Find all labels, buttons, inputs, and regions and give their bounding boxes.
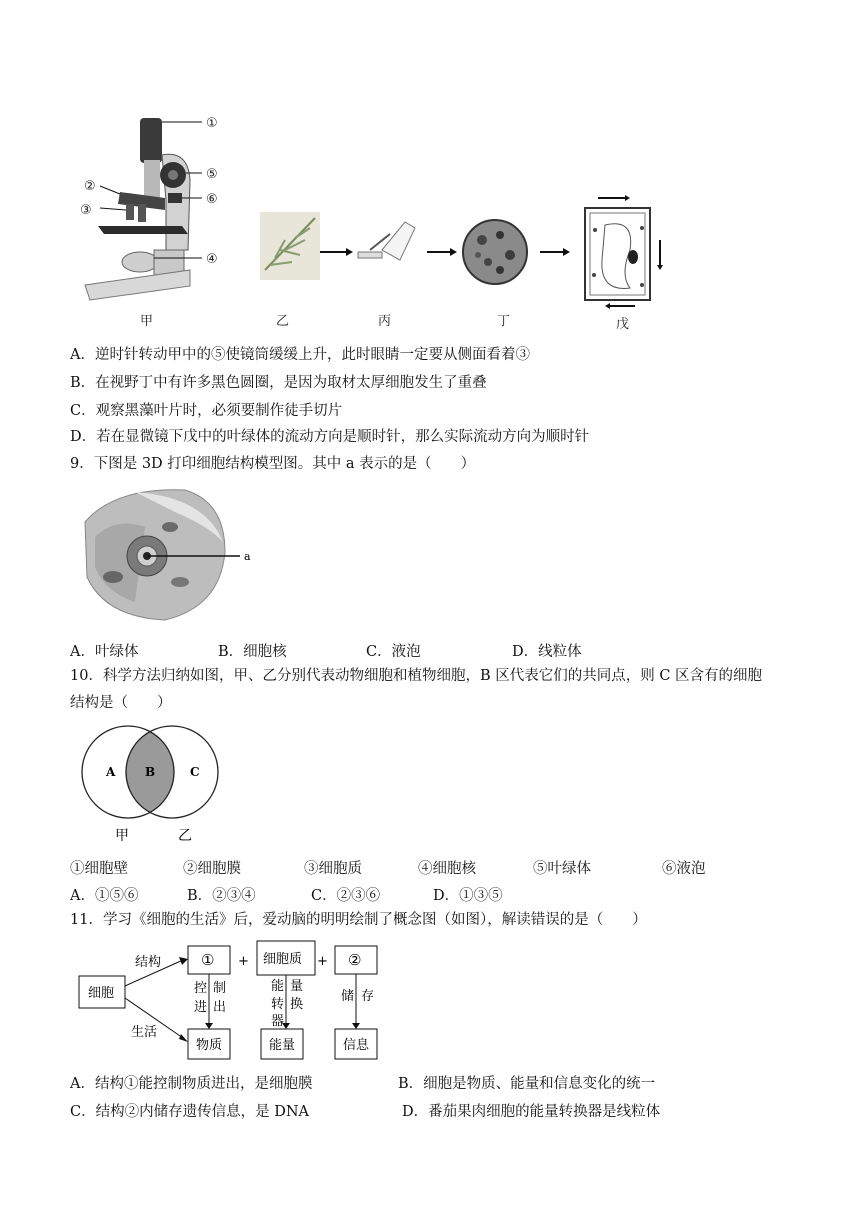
store-char-2: 存 [361, 989, 375, 1004]
q9-option-a: A．叶绿体 [70, 644, 139, 660]
part-label-6: ⑥ [206, 192, 218, 207]
store-char-1: 储 [341, 989, 355, 1004]
part-label-3: ③ [80, 203, 92, 218]
energy-char-4: 换 [290, 997, 304, 1012]
pointer-label-a: a [244, 550, 251, 563]
venn-diagram [75, 724, 235, 846]
plus-sign-1: + [238, 954, 249, 969]
control-char-2: 进 [194, 1000, 208, 1015]
q8-option-a: A．逆时针转动甲中的⑤使镜筒缓缓上升，此时眼睛一定要从侧面看着③ [70, 347, 530, 363]
q10-option-d: D．①③⑤ [433, 888, 503, 904]
q11-concept-map [75, 938, 405, 1066]
energy-char-2: 量 [290, 979, 304, 994]
part-label-5: ⑤ [206, 167, 218, 182]
q8-option-c: C．观察黑藻叶片时，必须要制作徒手切片 [70, 403, 343, 419]
structure1-label: ① [201, 951, 215, 969]
plus-sign-2: + [317, 954, 328, 969]
venn-label-yi: 乙 [178, 828, 192, 844]
q8-figure [70, 100, 670, 335]
q10-stem-line2: 结构是（ ） [70, 695, 172, 711]
energy-label: 能量 [269, 1038, 296, 1053]
q9-stem: 9．下图是 3D 打印细胞结构模型图。其中 a 表示的是（ ） [70, 456, 476, 472]
q10-item-5: ⑤叶绿体 [533, 861, 591, 877]
cytoplasm-label: 细胞质 [263, 952, 303, 967]
energy-char-3: 转 [271, 997, 285, 1012]
q10-item-3: ③细胞质 [304, 861, 362, 877]
q9-option-d: D．线粒体 [512, 644, 582, 660]
q11-option-b: B．细胞是物质、能量和信息变化的统一 [398, 1076, 656, 1092]
control-char-3: 制 [213, 981, 227, 996]
q8-option-d: D．若在显微镜下戊中的叶绿体的流动方向是顺时针，那么实际流动方向为顺时针 [70, 429, 590, 445]
energy-char-5: 器 [271, 1014, 285, 1029]
figure-label-ding: 丁 [497, 314, 511, 329]
q11-option-d: D．番茄果肉细胞的能量转换器是线粒体 [402, 1104, 661, 1120]
part-label-1: ① [206, 116, 218, 131]
q10-item-4: ④细胞核 [418, 861, 476, 877]
part-label-4: ④ [206, 252, 218, 267]
control-char-4: 出 [213, 1000, 227, 1015]
q9-option-b: B．细胞核 [218, 644, 287, 660]
plant-cell-illustration [585, 195, 663, 309]
q10-item-1: ①细胞壁 [70, 861, 128, 877]
q9-option-c: C．液泡 [366, 644, 421, 660]
microscope-view-circle [463, 220, 527, 284]
q10-item-6: ⑥液泡 [662, 861, 706, 877]
venn-label-b: B [145, 765, 156, 779]
part-label-2: ② [84, 179, 96, 194]
figure-label-yi: 乙 [276, 314, 290, 329]
q11-option-c: C．结构②内储存遗传信息，是 DNA [70, 1104, 309, 1120]
q10-item-2: ②细胞膜 [183, 861, 241, 877]
venn-label-a: A [106, 765, 116, 779]
figure-label-jia: 甲 [140, 314, 154, 329]
q8-option-b: B．在视野丁中有许多黑色圆圈，是因为取材太厚细胞发生了重叠 [70, 375, 487, 391]
q11-option-a: A．结构①能控制物质进出，是细胞膜 [70, 1076, 313, 1092]
q11-stem: 11．学习《细胞的生活》后，爱动脑的明明绘制了概念图（如图），解读错误的是（ ） [70, 912, 647, 928]
structure-label: 结构 [135, 955, 162, 970]
venn-label-jia: 甲 [115, 828, 129, 844]
cell-model-illustration [85, 490, 225, 620]
control-char-1: 控 [194, 981, 208, 996]
structure2-label: ② [348, 951, 362, 969]
q10-stem-line1: 10．科学方法归纳如图，甲、乙分别代表动物细胞和植物细胞，B 区代表它们的共同点，则 C 区含有的细胞 [70, 668, 763, 684]
figure-label-wu: 戊 [616, 317, 630, 332]
energy-char-1: 能 [271, 979, 285, 994]
q10-option-a: A．①⑤⑥ [70, 888, 139, 904]
q9-cell-model-figure [75, 482, 265, 627]
slide-preparation-illustration [358, 222, 415, 260]
life-label: 生活 [131, 1025, 158, 1040]
q10-option-c: C．②③⑥ [311, 888, 381, 904]
cell-label: 细胞 [88, 986, 115, 1001]
figure-label-bing: 丙 [378, 314, 392, 329]
q10-option-b: B．②③④ [187, 888, 256, 904]
info-label: 信息 [343, 1038, 370, 1053]
microscope-illustration [85, 118, 202, 300]
aquatic-plant-illustration [260, 212, 320, 280]
venn-label-c: C [190, 765, 200, 779]
matter-label: 物质 [196, 1038, 223, 1053]
